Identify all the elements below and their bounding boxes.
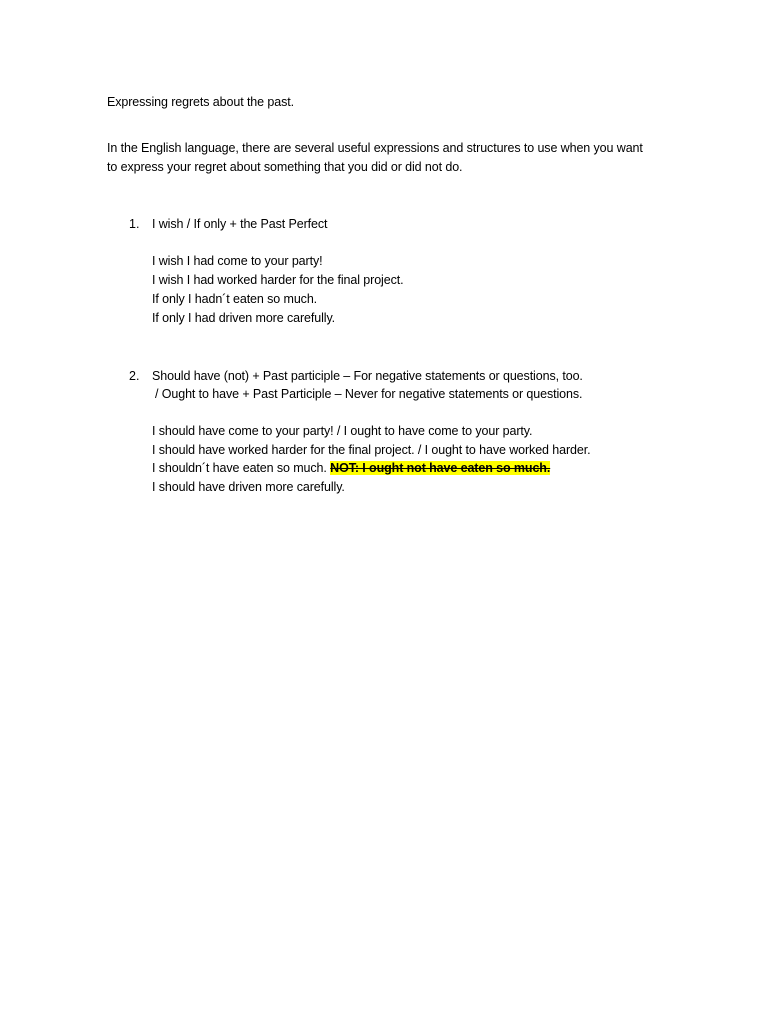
section-2-heading-line-2: / Ought to have + Past Participle – Never for negative statements or questions. — [155, 387, 583, 401]
section-1-example: I wish I had come to your party! — [152, 254, 323, 268]
section-2-example-with-correction — [152, 459, 550, 477]
section-2-example: I should have driven more carefully. — [152, 480, 345, 494]
document-title: Expressing regrets about the past. — [107, 95, 294, 109]
section-1-heading: I wish / If only + the Past Perfect — [152, 217, 328, 231]
section-1-number: 1. — [129, 217, 140, 231]
section-2-example: I should have worked harder for the final project. / I ought to have worked harder. — [152, 443, 591, 457]
struck-highlighted-incorrect-form: NOT: I ought not have eaten so much. — [330, 461, 551, 475]
intro-line-2: to express your regret about something that you did or did not do. — [107, 160, 463, 174]
section-1-example: If only I had driven more carefully. — [152, 311, 336, 325]
section-1-example: I wish I had worked harder for the final project. — [152, 273, 404, 287]
intro-line-1: In the English language, there are several useful expressions and structures to use when you want — [107, 141, 643, 155]
section-2-number: 2. — [129, 369, 140, 383]
section-2-example: I should have come to your party! / I ought to have come to your party. — [152, 424, 533, 438]
section-2-heading-line-1: Should have (not) + Past participle – For negative statements or questions, too. — [152, 369, 583, 383]
section-2-example: I shouldn´t have eaten so much. — [152, 461, 327, 475]
section-1-example: If only I hadn´t eaten so much. — [152, 292, 318, 306]
